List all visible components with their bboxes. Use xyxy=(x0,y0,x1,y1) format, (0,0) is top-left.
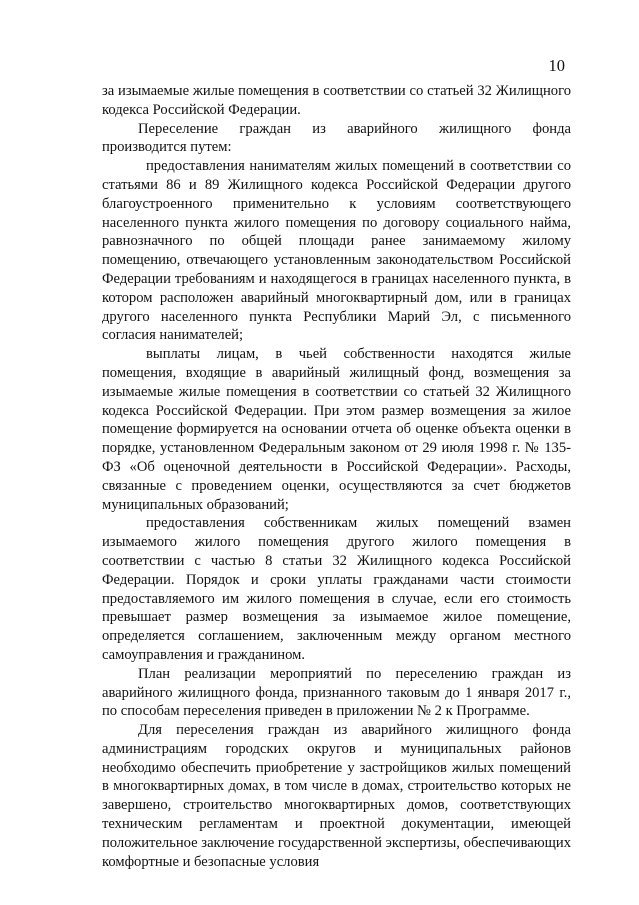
paragraph-implementation-plan: План реализации мероприятий по переселению граждан из аварийного жилищного фонда, признанного таковым до 1 января 2017 г., по способам переселения приведен в приложении № 2 к Программе. xyxy=(102,665,571,720)
page-number: 10 xyxy=(548,56,565,75)
document-body xyxy=(102,82,571,871)
paragraph-continuation: за изымаемые жилые помещения в соответствии со статьей 32 Жилищного кодекса Российской Федерации. xyxy=(102,83,571,118)
paragraph-tenant-provision: предоставления нанимателям жилых помещений в соответствии со статьями 86 и 89 Жилищного кодекса Российской Федерации другого благоустроенного применительно к условиям соответствующего населенного пункта жилого помещения по договору социального найма, равнозначного по общей площади ранее занимаемому жилому помещению, отвечающего установленным законодательством Российской Федерации требованиям и находящегося в границах населенного пункта, в котором расположен аварийный многоквартирный дом, или в границах другого населенного пункта Республики Марий Эл, с письменного согласия нанимателей; xyxy=(102,158,571,344)
paragraph-owner-payments: выплаты лицам, в чьей собственности находятся жилые помещения, входящие в аварийный жилищный фонд, возмещения за изымаемые жилые помещения в соответствии со статьей 32 Жилищного кодекса Российской Федерации. При этом размер возмещения за жилое помещение формируется на основании отчета об оценке объекта оценки в порядке, установленном Федеральным законом от 29 июля 1998 г. № 135-ФЗ «Об оценочной деятельности в Российской Федерации». Расходы, связанные с проведением оценки, осуществляются за счет бюджетов муниципальных образований; xyxy=(102,346,571,513)
paragraph-resettlement-methods: Переселение граждан из аварийного жилищного фонда производится путем: xyxy=(102,120,571,156)
paragraph-owner-replacement: предоставления собственникам жилых помещений взамен изымаемого жилого помещения другого жилого помещения в соответствии с частью 8 статьи 32 Жилищного кодекса Российской Федерации. Порядок и сроки уплаты гражданами части стоимости предоставляемого им жилого помещения в случае, если его стоимость превышает размер возмещения за изымаемое жилое помещение, определяется соглашением, заключенным между органом местного самоуправления и гражданином. xyxy=(102,515,571,663)
paragraph-housing-acquisition: Для переселения граждан из аварийного жилищного фонда администрациям городских округов и муниципальных районов необходимо обеспечить приобретение у застройщиков жилых помещений в многоквартирных домах, в том числе в домах, строительство которых не завершено, строительство многоквартирных домов, соответствующих техническим регламентам и проектной документации, имеющей положительное заключение государственной экспертизы, обеспечивающих комфортные и безопасные условия xyxy=(102,722,571,870)
